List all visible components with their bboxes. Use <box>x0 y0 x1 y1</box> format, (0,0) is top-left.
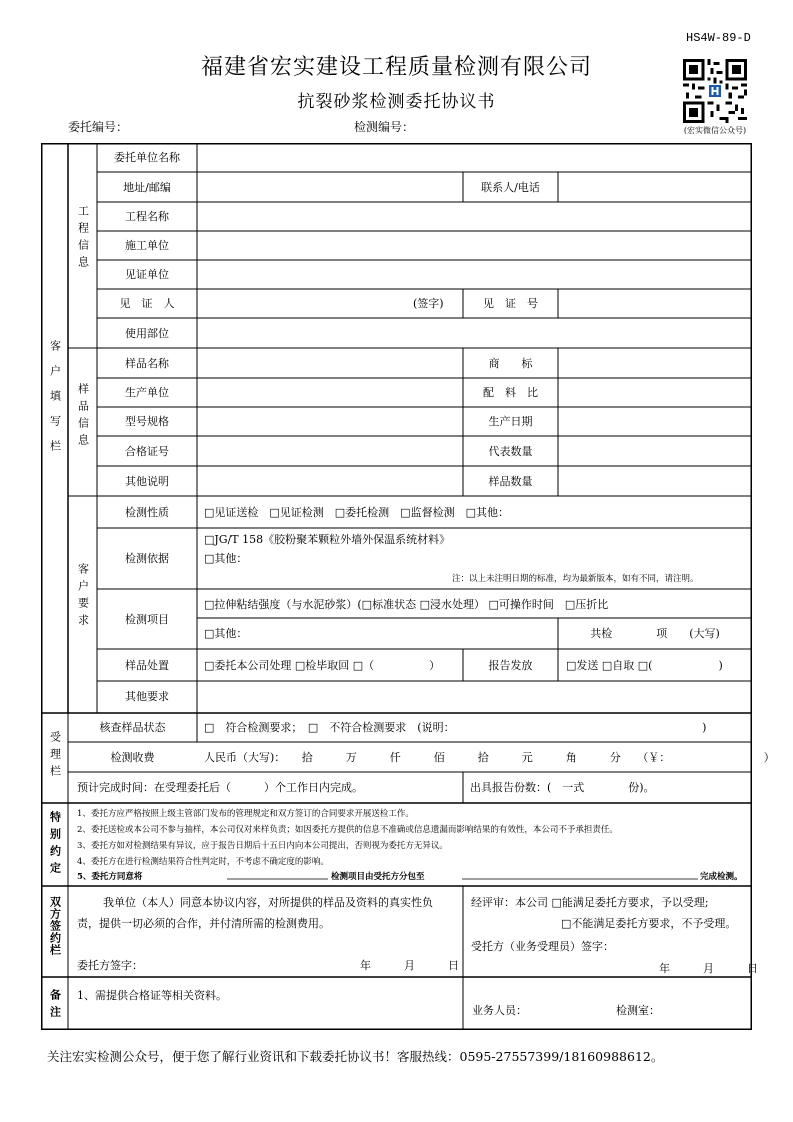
estimated-completion: 预计完成时间：在受理委托后（ ）个工作日内完成。 <box>77 781 363 794</box>
label-mix-ratio: 配 料 比 <box>483 386 538 399</box>
section-project-info: 工程信息 <box>76 205 90 273</box>
label-signature-hint: (签字) <box>413 297 444 310</box>
client-signature-date: 年 月 日 <box>360 959 459 972</box>
label-manufacturer: 生产单位 <box>125 386 169 399</box>
label-address: 地址/邮编 <box>123 181 171 194</box>
test-nature-options[interactable]: □见证送检 □见证检测 □委托检测 □监督检测 □其他： <box>204 506 509 519</box>
document-code: HS4W-89-D <box>686 31 751 45</box>
report-delivery-options[interactable]: □发送 □自取 □( ) <box>566 659 723 672</box>
label-construction-unit: 施工单位 <box>125 239 169 252</box>
label-other-requirements: 其他要求 <box>125 690 169 703</box>
special-term-2: 2、委托送检或本公司不参与抽样，本公司仅对来样负责；如因委托方提供的信息不准确或信息遗漏而影响结果的有效性，本公司不予承担责任。 <box>77 825 618 835</box>
label-test-items: 检测项目 <box>125 613 169 626</box>
total-items: 共检 项 (大写) <box>590 627 720 640</box>
label-sample-qty: 样品数量 <box>488 475 533 488</box>
qr-code-icon <box>683 59 747 123</box>
label-sample-name: 样品名称 <box>125 357 169 370</box>
section-agreement: 双方签约栏 <box>48 896 62 956</box>
receiver-signature-label: 受托方（业务受理员）签字： <box>471 940 614 953</box>
report-copies: 出具报告份数：( 一式 份)。 <box>470 781 655 794</box>
label-report-delivery: 报告发放 <box>488 659 533 672</box>
section-client-fill: 客户填写栏 <box>48 340 62 465</box>
label-test-nature: 检测性质 <box>125 506 169 519</box>
test-fee-value: 人民币（大写)： 拾 万 仟 佰 拾 元 角 分 （￥： ） <box>204 751 775 764</box>
special-term-4: 4、委托方在进行检测结果符合性判定时，不考虑不确定度的影响。 <box>77 857 329 867</box>
section-acceptance: 受理栏 <box>48 731 62 782</box>
label-representative-qty: 代表数量 <box>488 445 533 458</box>
review-reject[interactable]: □不能满足委托方要求，不予受理。 <box>561 917 737 930</box>
label-contact: 联系人/电话 <box>481 181 540 194</box>
review-accept[interactable]: 经评审：本公司 □能满足委托方要求，予以受理; <box>471 896 709 909</box>
qr-caption: (宏实微信公众号) <box>683 126 747 135</box>
footer-notice: 关注宏实检测公众号，便于您了解行业资讯和下载委托协议书！客服热线：0595-27557399/18160988612。 <box>47 1049 664 1064</box>
section-remarks: 备注 <box>48 989 62 1023</box>
label-sample-check: 核查样品状态 <box>99 721 166 734</box>
test-basis-note: 注：以上未注明日期的标准，均为最新版本，如有不同，请注明。 <box>452 574 699 584</box>
special-term-5a: 5、委托方同意将 <box>77 872 143 882</box>
special-term-3: 3、委托方如对检测结果有异议，应于报告日期后十五日内向本公司提出，否则视为委托方无异议。 <box>77 841 448 851</box>
agreement-form <box>41 143 775 1030</box>
label-model: 型号规格 <box>125 415 169 428</box>
agreement-statement-line1: 我单位（本人）同意本协议内容，对所提供的样品及资料的真实性负 <box>103 896 433 909</box>
test-basis-other[interactable]: □其他： <box>204 552 248 565</box>
sample-check-options[interactable]: □ 符合检测要求； □ 不符合检测要求 (说明： ) <box>204 721 707 734</box>
business-staff-label: 业务人员： <box>472 1004 527 1017</box>
receiver-signature-date: 年 月 日 <box>659 962 758 975</box>
label-witness-unit: 见证单位 <box>125 268 169 281</box>
special-term-1: 1、委托方应严格按照上级主管部门发布的管理规定和双方签订的合同要求开展送检工作。 <box>77 809 414 819</box>
label-test-fee: 检测收费 <box>110 751 155 764</box>
test-basis-standard[interactable]: □JG/T 158《胶粉聚苯颗粒外墙外保温系统材料》 <box>204 533 451 546</box>
commission-number-label: 委托编号： <box>68 120 129 134</box>
remarks-text: 1、需提供合格证等相关资料。 <box>77 989 227 1002</box>
section-sample-info: 样品信息 <box>76 383 90 451</box>
form-title: 抗裂砂浆检测委托协议书 <box>297 92 496 112</box>
sample-disposal-options[interactable]: □委托本公司处理 □检毕取回 □（ ） <box>204 659 441 672</box>
company-name: 福建省宏实建设工程质量检测有限公司 <box>200 55 592 80</box>
test-lab-label: 检测室： <box>616 1004 660 1017</box>
test-items-options[interactable]: □拉伸粘结强度（与水泥砂浆）(□标准状态 □浸水处理） □可操作时间 □压折比 <box>204 598 609 611</box>
section-special-terms: 特别约定 <box>48 811 62 879</box>
test-number-label: 检测编号： <box>354 120 415 134</box>
label-other-notes: 其他说明 <box>125 475 169 488</box>
section-client-requirements: 客户要求 <box>76 563 90 631</box>
label-client-unit: 委托单位名称 <box>114 151 180 164</box>
label-project-name: 工程名称 <box>125 210 169 223</box>
label-brand: 商 标 <box>488 357 533 370</box>
label-production-date: 生产日期 <box>488 415 533 428</box>
label-use-part: 使用部位 <box>125 327 169 340</box>
special-term-5c: 完成检测。 <box>700 872 743 882</box>
label-certificate: 合格证号 <box>125 445 169 458</box>
agreement-statement-line2: 责，提供一切必须的合作，并付清所需的检测费用。 <box>77 917 330 930</box>
special-term-5b: 检测项目由受托方分包至 <box>331 872 425 882</box>
label-sample-disposal: 样品处置 <box>125 659 169 672</box>
label-test-basis: 检测依据 <box>125 552 169 565</box>
label-witness: 见 证 人 <box>119 297 175 310</box>
test-items-other[interactable]: □其他： <box>204 627 248 640</box>
client-signature-label: 委托方签字： <box>77 959 143 972</box>
label-witness-number: 见 证 号 <box>483 297 538 310</box>
